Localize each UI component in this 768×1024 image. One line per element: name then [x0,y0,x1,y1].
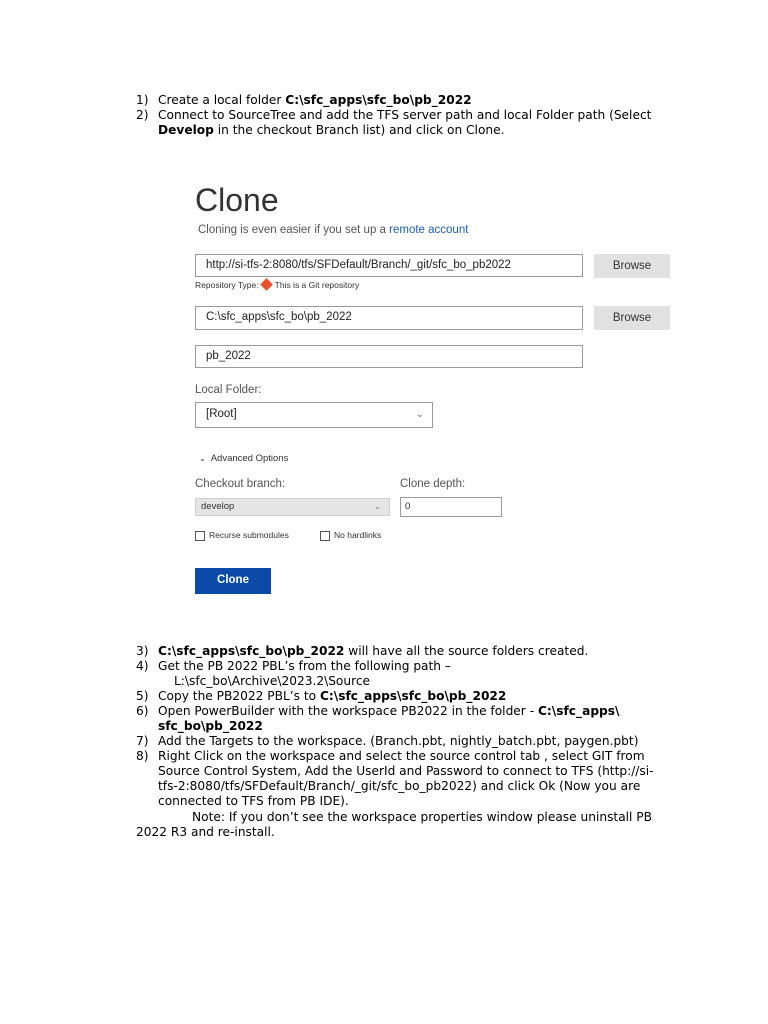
folder-path: sfc_bo\pb_2022 [158,719,263,733]
note-line-1: Note: If you don’t see the workspace properties window please uninstall PB [192,810,653,824]
no-hardlinks-label: No hardlinks [334,530,382,540]
step-4 [136,659,451,674]
step-number: 1) [136,93,149,107]
step-text: Right Click on the workspace and select the source control tab , select GIT from [158,749,645,763]
local-folder-select[interactable] [195,402,433,428]
browse-destination-button[interactable]: Browse [594,306,670,330]
step-number: 5) [136,689,149,703]
step-8-line-4: connected to TFS from PB IDE). [158,794,349,808]
repository-type-label: Repository Type: [195,280,259,290]
chevron-down-icon: ⌄ [199,454,206,463]
step-text: in the checkout Branch list) and click on Clone. [213,123,505,137]
note-line-2: 2022 R3 and re-install. [136,825,275,839]
remote-account-link[interactable]: remote account [389,224,469,236]
step-8-line-2: Source Control System, Add the UserId and Password to connect to TFS (http://si- [158,764,654,778]
step-6-continued [158,719,263,734]
advanced-options-toggle[interactable] [199,453,288,464]
step-7 [136,734,638,749]
step-number: 4) [136,659,149,673]
recurse-submodules-checkbox[interactable] [195,531,205,541]
step-text: Get the PB 2022 PBL’s from the following path – [158,659,451,673]
local-folder-label: Local Folder: [195,384,262,396]
browse-source-button[interactable]: Browse [594,254,670,278]
step-2-continued [158,123,505,138]
folder-path: C:\sfc_apps\sfc_bo\pb_2022 [285,93,472,107]
recurse-submodules-label: Recurse submodules [209,530,289,540]
step-number: 3) [136,644,149,658]
step-text: Create a local folder [158,93,286,107]
chevron-down-icon: ⌄ [374,502,381,511]
repository-type-value: This is a Git repository [274,280,360,290]
repository-type [195,280,359,290]
step-text: Open PowerBuilder with the workspace PB2022 in the folder - [158,704,538,718]
step-1 [136,93,472,108]
step-text: Add the Targets to the workspace. (Branch.pbt, nightly_batch.pbt, paygen.pbt) [158,734,639,748]
git-icon [260,278,273,291]
checkout-branch-value: develop [201,501,235,512]
destination-path-input[interactable]: C:\sfc_apps\sfc_bo\pb_2022 [195,306,583,330]
clone-button[interactable]: Clone [195,568,271,594]
clone-depth-label: Clone depth: [400,478,466,490]
chevron-down-icon: ⌄ [415,409,424,420]
local-folder-value: [Root] [206,408,237,420]
step-number: 2) [136,108,149,122]
step-number: 7) [136,734,149,748]
step-text: Connect to SourceTree and add the TFS server path and local Folder path (Select [158,108,652,122]
step-text: will have all the source folders created. [344,644,589,658]
subtitle-text: Cloning is even easier if you set up a [198,224,390,236]
step-2 [136,108,651,123]
step-5 [136,689,506,704]
source-url-input[interactable]: http://si-tfs-2:8080/tfs/SFDefault/Branch/_git/sfc_bo_pb2022 [195,254,583,277]
step-6 [136,704,620,719]
step-8-line-3: tfs-2:8080/tfs/SFDefault/Branch/_git/sfc_bo_pb2022) and click Ok (Now you are [158,779,641,793]
archive-path: L:\sfc_bo\Archive\2023.2\Source [174,674,371,688]
folder-path: C:\sfc_apps\ [537,704,620,718]
name-input[interactable]: pb_2022 [195,345,583,368]
step-number: 8) [136,749,149,763]
step-3 [136,644,588,659]
branch-name: Develop [158,123,214,137]
step-text: Copy the PB2022 PBL’s to [158,689,320,703]
no-hardlinks-checkbox[interactable] [320,531,330,541]
checkout-branch-select[interactable] [195,498,390,516]
folder-path: C:\sfc_apps\sfc_bo\pb_2022 [319,689,507,703]
clone-title: Clone [195,182,279,218]
clone-depth-input[interactable]: 0 [400,497,502,517]
checkout-branch-label: Checkout branch: [195,478,286,490]
step-8 [136,749,645,764]
advanced-options-label: Advanced Options [210,453,289,464]
step-number: 6) [136,704,149,718]
folder-path: C:\sfc_apps\sfc_bo\pb_2022 [158,644,345,658]
clone-subtitle [198,224,468,236]
